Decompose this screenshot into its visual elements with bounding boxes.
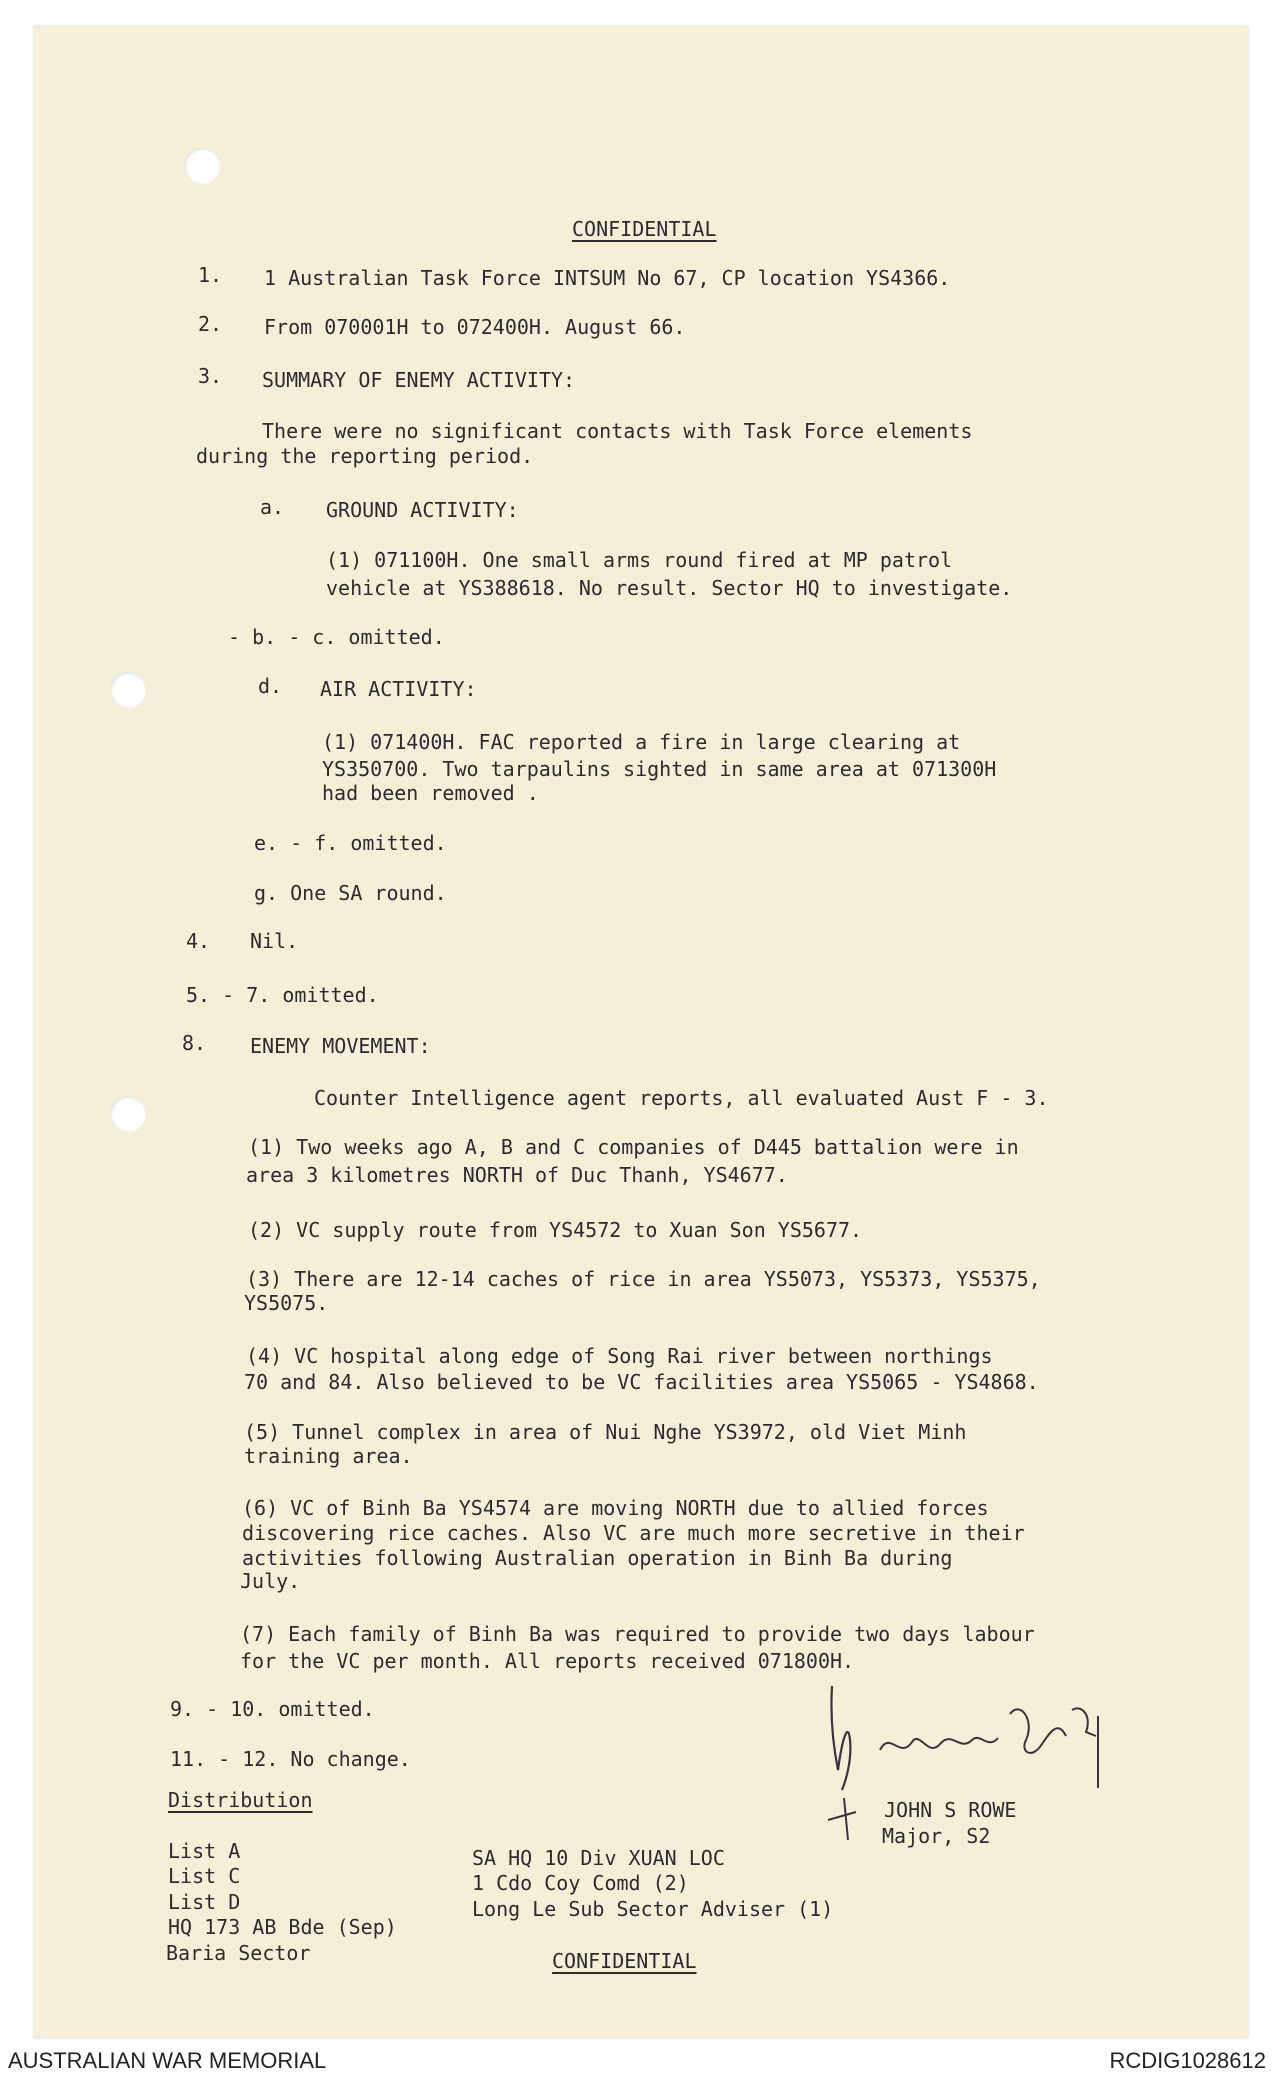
sub-d-text: AIR ACTIVITY:	[320, 677, 477, 701]
distribution-right-item: 1 Cdo Coy Comd (2)	[472, 1871, 689, 1895]
signatory-name: JOHN S ROWE	[884, 1798, 1017, 1822]
summary-line-2: during the reporting period.	[196, 444, 534, 468]
item-8-text: ENEMY MOVEMENT:	[250, 1034, 431, 1058]
distribution-left-item: HQ 173 AB Bde (Sep)	[168, 1915, 397, 1939]
distribution-left-item: List C	[168, 1864, 241, 1888]
item-3-text: SUMMARY OF ENEMY ACTIVITY:	[262, 368, 576, 392]
punch-hole	[110, 1096, 146, 1132]
movement-6-line-2: discovering rice caches. Also VC are much more secretive in their	[242, 1521, 1025, 1545]
item-9-10: 9. - 10. omitted.	[170, 1697, 375, 1721]
item-b-c: - b. - c. omitted.	[228, 625, 445, 649]
ground-activity-line-1: (1) 071100H. One small arms round fired at MP patrol	[326, 548, 953, 572]
item-2-text: From 070001H to 072400H. August 66.	[264, 315, 686, 339]
distribution-right-item: SA HQ 10 Div XUAN LOC	[472, 1846, 725, 1870]
movement-1-line-1: (1) Two weeks ago A, B and C companies of D445 battalion were in	[248, 1135, 1019, 1159]
archive-reference: RCDIG1028612	[1109, 2048, 1266, 2073]
movement-3-line-2: YS5075.	[244, 1291, 329, 1315]
air-activity-line-3: had been removed .	[322, 781, 539, 805]
movement-4-line-2: 70 and 84. Also believed to be VC facilities area YS5065 - YS4868.	[244, 1370, 1039, 1394]
sub-d-number: d.	[258, 674, 283, 698]
ground-activity-line-2: vehicle at YS388618. No result. Sector HQ to investigate.	[326, 576, 1013, 600]
air-activity-line-2: YS350700. Two tarpaulins sighted in same area at 071300H	[322, 757, 997, 781]
item-4-text: Nil.	[250, 929, 299, 953]
item-11-12: 11. - 12. No change.	[170, 1747, 411, 1771]
distribution-left-item: List A	[168, 1839, 241, 1863]
item-g: g. One SA round.	[254, 881, 447, 905]
movement-5-line-1: (5) Tunnel complex in area of Nui Nghe YS3972, old Viet Minh	[244, 1420, 967, 1444]
distribution-heading: Distribution	[168, 1788, 313, 1812]
movement-6-line-4: July.	[240, 1569, 301, 1593]
punch-hole	[184, 148, 220, 184]
item-e-f: e. - f. omitted.	[254, 831, 447, 855]
distribution-left-item: Baria Sector	[166, 1941, 311, 1965]
item-1-text: 1 Australian Task Force INTSUM No 67, CP location YS4366.	[264, 266, 951, 290]
movement-6-line-1: (6) VC of Binh Ba YS4574 are moving NORTH due to allied forces	[242, 1496, 989, 1520]
archive-name: AUSTRALIAN WAR MEMORIAL	[8, 2048, 327, 2073]
confidential-header: CONFIDENTIAL	[572, 217, 717, 241]
item-8-number: 8.	[182, 1031, 207, 1055]
movement-4-line-1: (4) VC hospital along edge of Song Rai river between northings	[246, 1344, 993, 1368]
movement-6-line-3: activities following Australian operation in Binh Ba during	[242, 1546, 953, 1570]
item-5-7: 5. - 7. omitted.	[186, 983, 379, 1007]
movement-7-line-2: for the VC per month. All reports received 071800H.	[240, 1649, 855, 1673]
sub-a-text: GROUND ACTIVITY:	[326, 498, 519, 522]
movement-5-line-2: training area.	[244, 1444, 413, 1468]
confidential-footer: CONFIDENTIAL	[552, 1949, 697, 1973]
movement-3-line-1: (3) There are 12-14 caches of rice in area YS5073, YS5373, YS5375,	[246, 1267, 1041, 1291]
counter-intelligence-line: Counter Intelligence agent reports, all evaluated Aust F - 3.	[314, 1086, 1049, 1110]
item-3-number: 3.	[198, 364, 223, 388]
distribution-left-item: List D	[168, 1890, 241, 1914]
punch-hole	[110, 672, 146, 708]
sub-a-number: a.	[260, 495, 285, 519]
item-1-number: 1.	[198, 263, 223, 287]
movement-2: (2) VC supply route from YS4572 to Xuan Son YS5677.	[248, 1218, 863, 1242]
signatory-title: Major, S2	[882, 1824, 991, 1848]
movement-7-line-1: (7) Each family of Binh Ba was required to provide two days labour	[240, 1622, 1035, 1646]
item-2-number: 2.	[198, 312, 223, 336]
summary-line-1: There were no significant contacts with Task Force elements	[262, 419, 973, 443]
air-activity-line-1: (1) 071400H. FAC reported a fire in large clearing at	[322, 730, 961, 754]
item-4-number: 4.	[186, 929, 211, 953]
movement-1-line-2: area 3 kilometres NORTH of Duc Thanh, YS4677.	[246, 1163, 788, 1187]
distribution-right-item: Long Le Sub Sector Adviser (1)	[472, 1897, 834, 1921]
